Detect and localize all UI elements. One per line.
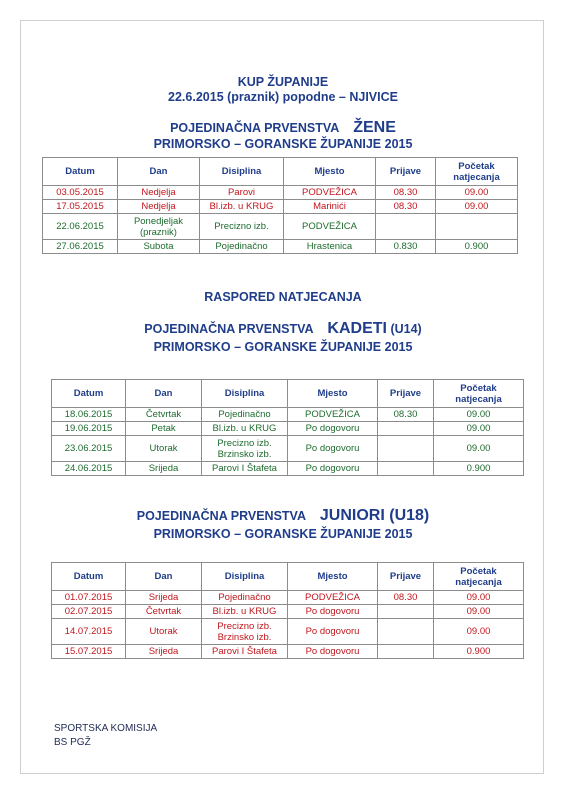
cell-prijave: 0.830 [376, 240, 436, 254]
table-row [52, 605, 524, 619]
section-title-category: JUNIORI (U18) [319, 507, 430, 524]
cell-disiplina: Precizno izb. Brzinsko izb. [202, 436, 288, 462]
schedule-table-juniori [51, 562, 524, 659]
cell-prijave: 08.30 [376, 186, 436, 200]
footer-org: BS PGŽ [54, 737, 91, 748]
cell-pocetak: 09.00 [434, 619, 524, 645]
table-row [43, 200, 518, 214]
table-row [52, 408, 524, 422]
col-header-dan: Dan [126, 380, 202, 408]
cell-pocetak: 09.00 [436, 186, 518, 200]
section-title-category: KADETI [327, 320, 387, 337]
cell-dan: Srijeda [126, 591, 202, 605]
cell-pocetak: 09.00 [434, 408, 524, 422]
section-title-zene [0, 120, 566, 136]
cell-disiplina: Pojedinačno [200, 240, 284, 254]
cell-pocetak: 09.00 [434, 436, 524, 462]
cell-disiplina: Bl.izb. u KRUG [200, 200, 284, 214]
cell-datum: 27.06.2015 [43, 240, 118, 254]
table-row [43, 186, 518, 200]
table-row [52, 462, 524, 476]
cell-pocetak [436, 214, 518, 240]
cell-dan: Četvrtak [126, 605, 202, 619]
cell-pocetak: 09.00 [434, 605, 524, 619]
cell-dan: Srijeda [126, 645, 202, 659]
schedule-table-kadeti [51, 379, 524, 476]
table-row [52, 645, 524, 659]
cell-pocetak: 0.900 [434, 462, 524, 476]
section-title-category: ŽENE [353, 119, 396, 136]
col-header-disiplina: Disiplina [202, 563, 288, 591]
cell-pocetak: 09.00 [434, 591, 524, 605]
cell-dan: Četvrtak [126, 408, 202, 422]
cell-disiplina: Precizno izb. [200, 214, 284, 240]
cell-disiplina: Bl.izb. u KRUG [202, 422, 288, 436]
cell-datum: 19.06.2015 [52, 422, 126, 436]
col-header-disiplina: Disiplina [202, 380, 288, 408]
section-title-kadeti [0, 321, 566, 337]
cell-prijave: 08.30 [378, 591, 434, 605]
cell-datum: 01.07.2015 [52, 591, 126, 605]
cell-prijave [376, 214, 436, 240]
col-header-datum: Datum [43, 158, 118, 186]
section-title-prefix: POJEDINAČNA PRVENSTVA [136, 509, 306, 523]
col-header-prijave: Prijave [378, 380, 434, 408]
cell-prijave [378, 462, 434, 476]
cell-datum: 14.07.2015 [52, 619, 126, 645]
col-header-datum: Datum [52, 563, 126, 591]
cell-mjesto: Marinići [284, 200, 376, 214]
table-header-row [52, 563, 524, 591]
section-title-juniori [0, 508, 566, 524]
cell-datum: 17.05.2015 [43, 200, 118, 214]
cell-disiplina: Pojedinačno [202, 591, 288, 605]
cell-mjesto: Po dogovoru [288, 462, 378, 476]
table-row [52, 619, 524, 645]
cell-dan: Utorak [126, 436, 202, 462]
col-header-datum: Datum [52, 380, 126, 408]
footer-commission: SPORTSKA KOMISIJA [54, 723, 158, 734]
col-header-pocetak: Početak natjecanja [436, 158, 518, 186]
col-header-dan: Dan [118, 158, 200, 186]
cell-prijave: 08.30 [378, 408, 434, 422]
col-header-dan: Dan [126, 563, 202, 591]
doc-date-location: 22.6.2015 (praznik) popodne – NJIVICE [168, 90, 398, 104]
cell-disiplina: Parovi I Štafeta [202, 645, 288, 659]
col-header-mjesto: Mjesto [284, 158, 376, 186]
cell-datum: 24.06.2015 [52, 462, 126, 476]
cell-prijave [378, 619, 434, 645]
cell-mjesto: PODVEŽICA [288, 408, 378, 422]
cell-mjesto: Po dogovoru [288, 605, 378, 619]
cell-prijave [378, 605, 434, 619]
cell-mjesto: PODVEŽICA [288, 591, 378, 605]
col-header-mjesto: Mjesto [288, 380, 378, 408]
cell-dan: Ponedjeljak (praznik) [118, 214, 200, 240]
table-header-row [52, 380, 524, 408]
table-row [52, 591, 524, 605]
cell-disiplina: Parovi I Štafeta [202, 462, 288, 476]
section-subtitle-zene: PRIMORSKO – GORANSKE ŽUPANIJE 2015 [153, 137, 413, 151]
cell-datum: 22.06.2015 [43, 214, 118, 240]
cell-datum: 23.06.2015 [52, 436, 126, 462]
section-title-prefix: POJEDINAČNA PRVENSTVA [170, 121, 340, 135]
cell-pocetak: 0.900 [434, 645, 524, 659]
cell-mjesto: PODVEŽICA [284, 186, 376, 200]
cell-mjesto: Po dogovoru [288, 422, 378, 436]
section-subtitle-kadeti: PRIMORSKO – GORANSKE ŽUPANIJE 2015 [153, 340, 413, 354]
cell-mjesto: Po dogovoru [288, 645, 378, 659]
raspored-heading: RASPORED NATJECANJA [204, 290, 362, 304]
section-subtitle-juniori: PRIMORSKO – GORANSKE ŽUPANIJE 2015 [153, 527, 413, 541]
cell-prijave: 08.30 [376, 200, 436, 214]
cell-dan: Nedjelja [118, 186, 200, 200]
cell-dan: Subota [118, 240, 200, 254]
doc-title: KUP ŽUPANIJE [237, 75, 329, 89]
table-row [43, 214, 518, 240]
cell-dan: Nedjelja [118, 200, 200, 214]
cell-datum: 02.07.2015 [52, 605, 126, 619]
cell-datum: 15.07.2015 [52, 645, 126, 659]
col-header-prijave: Prijave [378, 563, 434, 591]
cell-prijave [378, 436, 434, 462]
table-row [43, 240, 518, 254]
cell-prijave [378, 645, 434, 659]
cell-mjesto: Hrastenica [284, 240, 376, 254]
cell-dan: Srijeda [126, 462, 202, 476]
table-header-row [43, 158, 518, 186]
cell-disiplina: Bl.izb. u KRUG [202, 605, 288, 619]
col-header-disiplina: Disiplina [200, 158, 284, 186]
col-header-pocetak: Početak natjecanja [434, 563, 524, 591]
cell-mjesto: Po dogovoru [288, 619, 378, 645]
col-header-prijave: Prijave [376, 158, 436, 186]
cell-prijave [378, 422, 434, 436]
cell-pocetak: 0.900 [436, 240, 518, 254]
section-title-prefix: POJEDINAČNA PRVENSTVA [144, 322, 314, 336]
cell-datum: 03.05.2015 [43, 186, 118, 200]
cell-datum: 18.06.2015 [52, 408, 126, 422]
cell-pocetak: 09.00 [434, 422, 524, 436]
cell-disiplina: Pojedinačno [202, 408, 288, 422]
cell-pocetak: 09.00 [436, 200, 518, 214]
cell-disiplina: Precizno izb. Brzinsko izb. [202, 619, 288, 645]
cell-mjesto: PODVEŽICA [284, 214, 376, 240]
cell-dan: Petak [126, 422, 202, 436]
cell-dan: Utorak [126, 619, 202, 645]
col-header-pocetak: Početak natjecanja [434, 380, 524, 408]
table-row [52, 422, 524, 436]
cell-disiplina: Parovi [200, 186, 284, 200]
section-title-suffix: (U14) [390, 322, 422, 336]
col-header-mjesto: Mjesto [288, 563, 378, 591]
cell-mjesto: Po dogovoru [288, 436, 378, 462]
table-row [52, 436, 524, 462]
schedule-table-zene [42, 157, 518, 254]
